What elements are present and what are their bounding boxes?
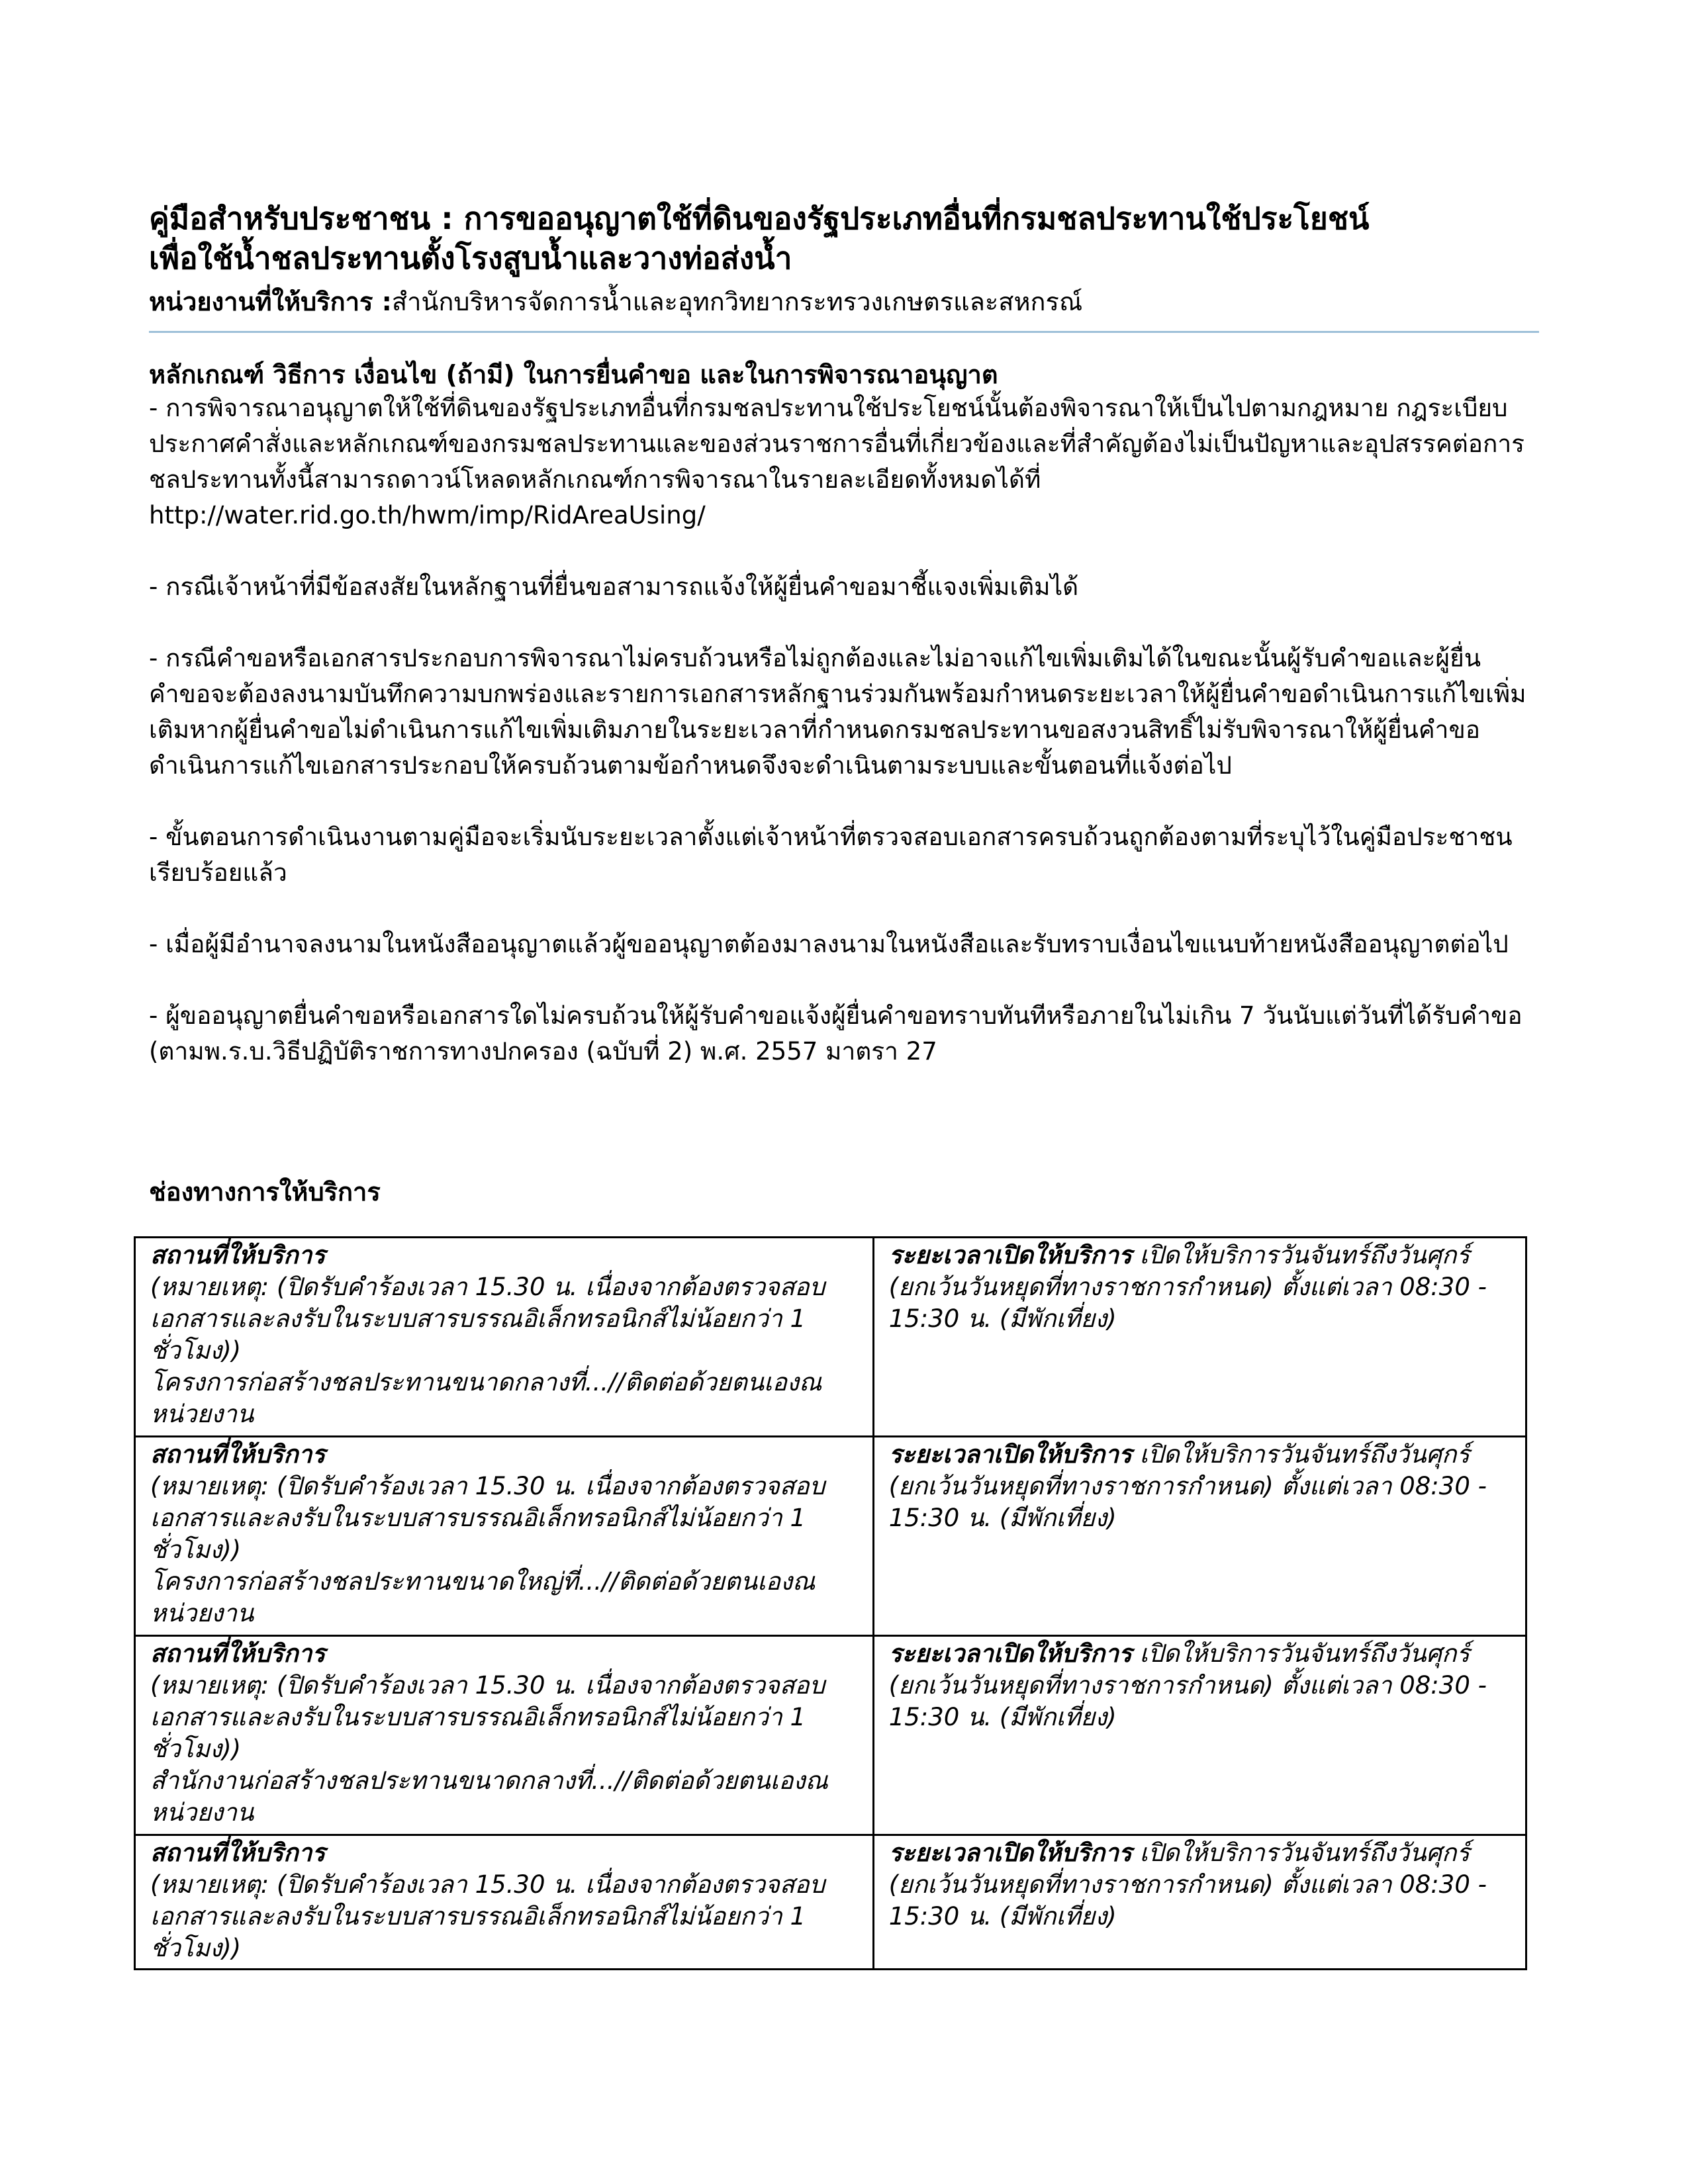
- hours-label: ระยะเวลาเปิดให้บริการ: [888, 1241, 1132, 1269]
- channels-heading: ช่องทางการให้บริการ: [149, 1177, 381, 1206]
- service-hours-cell: [873, 1636, 1526, 1835]
- criteria-body: [149, 390, 1539, 1105]
- header-divider: [149, 331, 1539, 333]
- criteria-item: - ขั้นตอนการดำเนินงานตามคู่มือจะเริ่มนับระยะเวลาตั้งแต่เจ้าหน้าที่ตรวจสอบเอกสารครบถ้วนถูกต้องตามที่ระบุไว้ในคู่มือประชาชนเรียบร้อยแล้ว: [149, 823, 1513, 887]
- place-label: สถานที่ให้บริการ: [150, 1839, 326, 1867]
- place-note: (หมายเหตุ: (ปิดรับคำร้องเวลา 15.30 น. เนื่องจากต้องตรวจสอบเอกสารและลงรับในระบบสารบรรณอิเล็กทรอนิกส์ไม่น้อยกว่า 1 ชั่วโมง)): [150, 1273, 825, 1365]
- service-hours-cell: [873, 1835, 1526, 1970]
- agency-value: สำนักบริหารจัดการน้ำและอุทกวิทยากระทรวงเกษตรและสหกรณ์: [391, 287, 1083, 316]
- criteria-item: - ผู้ขออนุญาตยื่นคำขอหรือเอกสารใดไม่ครบถ้วนให้ผู้รับคำขอแจ้งผู้ยื่นคำขอทราบทันทีหรือภายในไม่เกิน 7 วันนับแต่วันที่ได้รับคำขอ (ตามพ.ร.บ.วิธีปฏิบัติราชการทางปกครอง (ฉบับที่ 2) พ.ศ. 2557 มาตรา 27: [149, 1001, 1523, 1066]
- table-row: [135, 1636, 1526, 1835]
- place-label: สถานที่ให้บริการ: [150, 1639, 326, 1668]
- hours-label: ระยะเวลาเปิดให้บริการ: [888, 1839, 1132, 1867]
- criteria-item: - กรณีคำขอหรือเอกสารประกอบการพิจารณาไม่ครบถ้วนหรือไม่ถูกต้องและไม่อาจแก้ไขเพิ่มเติมได้ในขณะนั้นผู้รับคำขอและผู้ยื่นคำขอจะต้องลงนามบันทึกความบกพร่องและรายการเอกสารหลักฐานร่วมกันพร้อมกำหนดระยะเวลาให้ผู้ยื่นคำขอดำเนินการแก้ไขเพิ่มเติมหากผู้ยื่นคำขอไม่ดำเนินการแก้ไขเพิ่มเติมภายในระยะเวลาที่กำหนดกรมชลประทานขอสงวนสิทธิ์ไม่รับพิจารณาให้ผู้ยื่นคำขอดำเนินการแก้ไขเอกสารประกอบให้ครบถ้วนตามข้อกำหนดจึงจะดำเนินตามระบบและขั้นตอนที่แจ้งต่อไป: [149, 644, 1526, 780]
- table-row: [135, 1437, 1526, 1636]
- criteria-item: - การพิจารณาอนุญาตให้ใช้ที่ดินของรัฐประเภทอื่นที่กรมชลประทานใช้ประโยชน์นั้นต้องพิจารณาให้เป็นไปตามกฎหมาย กฎระเบียบประกาศคำสั่งและหลักเกณฑ์ของกรมชลประทานและของส่วนราชการอื่นที่เกี่ยวข้องและที่สำคัญต้องไม่เป็นปัญหาและอุปสรรคต่อการชลประทานทั้งนี้สามารถดาวน์โหลดหลักเกณฑ์การพิจารณาในรายละเอียดทั้งหมดได้ที่: [149, 394, 1524, 494]
- place-note: (หมายเหตุ: (ปิดรับคำร้องเวลา 15.30 น. เนื่องจากต้องตรวจสอบเอกสารและลงรับในระบบสารบรรณอิเล็กทรอนิกส์ไม่น้อยกว่า 1 ชั่วโมง)): [150, 1671, 825, 1763]
- agency-label: หน่วยงานที่ให้บริการ :: [149, 287, 392, 316]
- hours-text: เปิดให้บริการวันจันทร์ถึงวันศุกร์ (ยกเว้นวันหยุดที่ทางราชการกำหนด) ตั้งแต่เวลา 08:30 - 15:30 น. (มีพักเที่ยง): [888, 1241, 1487, 1333]
- title-line-1: คู่มือสำหรับประชาชน : การขออนุญาตใช้ที่ดินของรัฐประเภทอื่นที่กรมชลประทานใช้ประโยชน์: [149, 201, 1370, 236]
- title-line-2: เพื่อใช้น้ำชลประทานตั้งโรงสูบน้ำและวางท่อส่งน้ำ: [149, 240, 792, 276]
- criteria-link[interactable]: http://water.rid.go.th/hwm/imp/RidAreaUsing/: [149, 501, 706, 529]
- service-place-cell: [135, 1437, 874, 1636]
- service-place-cell: [135, 1238, 874, 1437]
- criteria-item: - เมื่อผู้มีอำนาจลงนามในหนังสืออนุญาตแล้วผู้ขออนุญาตต้องมาลงนามในหนังสือและรับทราบเงื่อนไขแนบท้ายหนังสืออนุญาตต่อไป: [149, 930, 1509, 958]
- place-note: (หมายเหตุ: (ปิดรับคำร้องเวลา 15.30 น. เนื่องจากต้องตรวจสอบเอกสารและลงรับในระบบสารบรรณอิเล็กทรอนิกส์ไม่น้อยกว่า 1 ชั่วโมง)): [150, 1472, 825, 1564]
- page-title: [149, 199, 1552, 278]
- hours-text: เปิดให้บริการวันจันทร์ถึงวันศุกร์ (ยกเว้นวันหยุดที่ทางราชการกำหนด) ตั้งแต่เวลา 08:30 - 15:30 น. (มีพักเที่ยง): [888, 1839, 1487, 1931]
- table-row: [135, 1238, 1526, 1437]
- place-name: โครงการก่อสร้างชลประทานขนาดกลางที่...//ติดต่อด้วยตนเองณหน่วยงาน: [150, 1368, 822, 1428]
- hours-text: เปิดให้บริการวันจันทร์ถึงวันศุกร์ (ยกเว้นวันหยุดที่ทางราชการกำหนด) ตั้งแต่เวลา 08:30 - 15:30 น. (มีพักเที่ยง): [888, 1639, 1487, 1731]
- hours-text: เปิดให้บริการวันจันทร์ถึงวันศุกร์ (ยกเว้นวันหยุดที่ทางราชการกำหนด) ตั้งแต่เวลา 08:30 - 15:30 น. (มีพักเที่ยง): [888, 1440, 1487, 1532]
- hours-label: ระยะเวลาเปิดให้บริการ: [888, 1639, 1132, 1668]
- agency-line: [149, 286, 1552, 318]
- place-label: สถานที่ให้บริการ: [150, 1440, 326, 1469]
- service-hours-cell: [873, 1238, 1526, 1437]
- place-name: โครงการก่อสร้างชลประทานขนาดใหญ่ที่...//ติดต่อด้วยตนเองณหน่วยงาน: [150, 1567, 816, 1627]
- criteria-item: - กรณีเจ้าหน้าที่มีข้อสงสัยในหลักฐานที่ยื่นขอสามารถแจ้งให้ผู้ยื่นคำขอมาชี้แจงเพิ่มเติมได้: [149, 572, 1079, 601]
- place-note: (หมายเหตุ: (ปิดรับคำร้องเวลา 15.30 น. เนื่องจากต้องตรวจสอบเอกสารและลงรับในระบบสารบรรณอิเล็กทรอนิกส์ไม่น้อยกว่า 1 ชั่วโมง)): [150, 1870, 825, 1962]
- criteria-heading: หลักเกณฑ์ วิธีการ เงื่อนไข (ถ้ามี) ในการยื่นคำขอ และในการพิจารณาอนุญาต: [149, 360, 998, 389]
- place-label: สถานที่ให้บริการ: [150, 1241, 326, 1269]
- service-channels-table: [134, 1236, 1527, 1970]
- hours-label: ระยะเวลาเปิดให้บริการ: [888, 1440, 1132, 1469]
- service-place-cell: [135, 1636, 874, 1835]
- table-row: [135, 1835, 1526, 1970]
- place-name: สำนักงานก่อสร้างชลประทานขนาดกลางที่...//ติดต่อด้วยตนเองณหน่วยงาน: [150, 1766, 828, 1827]
- service-place-cell: [135, 1835, 874, 1970]
- service-hours-cell: [873, 1437, 1526, 1636]
